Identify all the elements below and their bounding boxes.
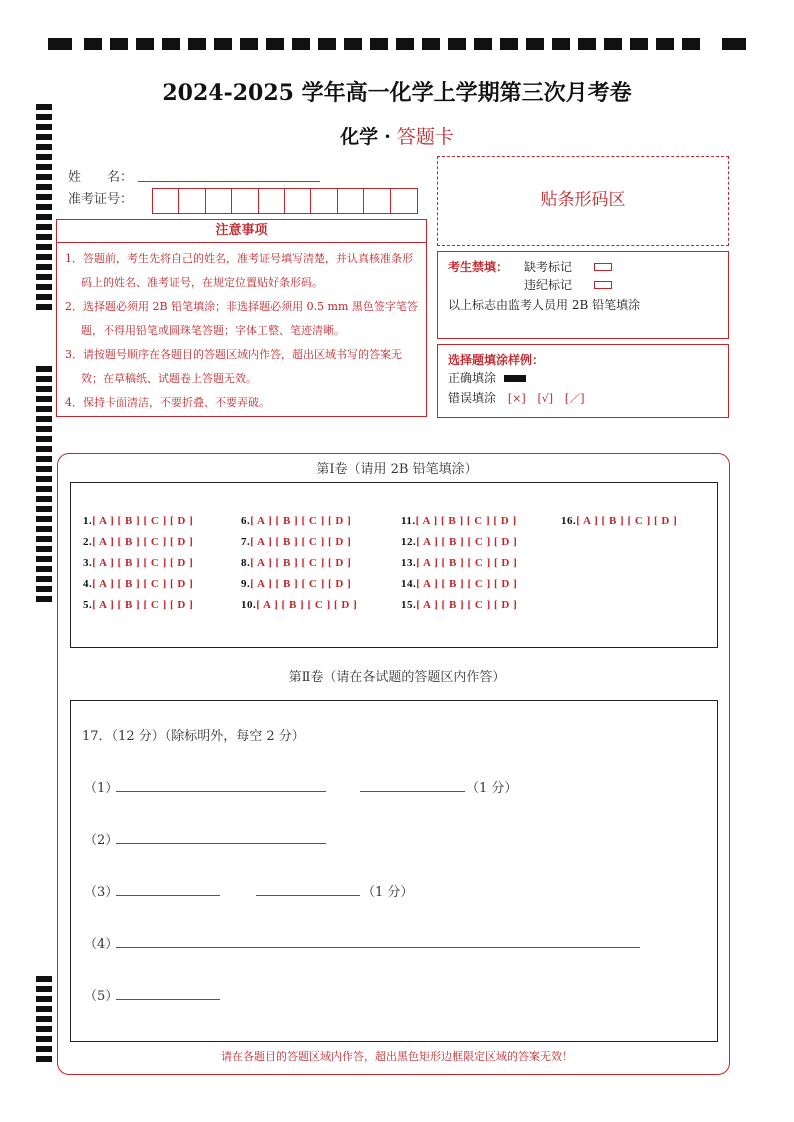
mc-question-number: 4. bbox=[83, 578, 93, 590]
mc-question-15[interactable] bbox=[401, 599, 517, 611]
exam-id-cell[interactable] bbox=[285, 189, 311, 213]
absent-mark-box[interactable] bbox=[594, 263, 612, 271]
mc-question-number: 13. bbox=[401, 557, 417, 569]
mc-options[interactable]: [ A ] [ B ] [ C ] [ D ] bbox=[416, 536, 518, 548]
mc-options[interactable]: [ A ] [ B ] [ C ] [ D ] bbox=[415, 515, 517, 527]
mc-options[interactable]: [ A ] [ B ] [ C ] [ D ] bbox=[416, 578, 518, 590]
mc-question-number: 12. bbox=[401, 536, 417, 548]
part1-title: 第Ⅰ卷（请用 2B 铅笔填涂） bbox=[316, 462, 478, 477]
mc-question-2[interactable] bbox=[83, 536, 193, 548]
exam-id-cell[interactable] bbox=[206, 189, 232, 213]
answer-blank[interactable] bbox=[116, 999, 220, 1000]
subtitle-separator: · bbox=[384, 126, 391, 148]
mc-question-number: 2. bbox=[83, 536, 93, 548]
mc-options[interactable]: [ A ] [ B ] [ C ] [ D ] bbox=[416, 557, 518, 569]
exam-subtitle bbox=[0, 122, 794, 149]
notice-item: 3．请按题号顺序在各题目的答题区域内作答，超出区域书写的答案无效；在草稿纸、试题卷上答题无效。 bbox=[65, 348, 402, 385]
exam-id-label: 准考证号： bbox=[68, 192, 134, 207]
notice-item: 2．选择题必须用 2B 铅笔填涂；非选择题必须用 0.5 mm 黑色签字笔答题，不得用铅笔或圆珠笔答题；字体工整、笔迹清晰。 bbox=[65, 300, 418, 337]
mc-options[interactable]: [ A ] [ B ] [ C ] [ D ] bbox=[250, 557, 352, 569]
wrong-fill-label: 错误填涂 bbox=[448, 391, 497, 405]
exam-id-cell[interactable] bbox=[364, 189, 390, 213]
notice-title: 注意事项 bbox=[56, 219, 427, 243]
wrong-fill-example: [×] bbox=[507, 392, 526, 405]
exam-id-cell[interactable] bbox=[391, 189, 417, 213]
mc-question-number: 16. bbox=[561, 515, 577, 527]
mc-options[interactable]: [ A ] [ B ] [ C ] [ D ] bbox=[416, 599, 518, 611]
mc-options[interactable]: [ A ] [ B ] [ C ] [ D ] bbox=[92, 515, 194, 527]
mc-question-9[interactable] bbox=[241, 578, 351, 590]
exam-id-cell[interactable] bbox=[259, 189, 285, 213]
mc-question-10[interactable] bbox=[241, 599, 357, 611]
exam-title: 2024-2025 学年高一化学上学期第三次月考卷 bbox=[162, 80, 632, 106]
answer-blank[interactable] bbox=[360, 791, 465, 792]
mc-question-16[interactable] bbox=[561, 515, 677, 527]
mc-question-12[interactable] bbox=[401, 536, 517, 548]
fill-sample-title: 选择题填涂样例： bbox=[448, 353, 545, 367]
mc-question-3[interactable] bbox=[83, 557, 193, 569]
subquestion-2-label: （2） bbox=[84, 833, 119, 848]
name-field[interactable] bbox=[138, 181, 320, 182]
notice-item: 4．保持卡面清洁，不要折叠、不要弄破。 bbox=[65, 396, 270, 409]
exam-id-cell[interactable] bbox=[338, 189, 364, 213]
mc-question-13[interactable] bbox=[401, 557, 517, 569]
part2-title: 第Ⅱ卷（请在各试题的答题区内作答） bbox=[288, 670, 506, 685]
mc-question-number: 8. bbox=[241, 557, 251, 569]
violation-mark-label: 违纪标记 bbox=[524, 278, 573, 292]
mc-options[interactable]: [ A ] [ B ] [ C ] [ D ] bbox=[92, 536, 194, 548]
mc-options[interactable]: [ A ] [ B ] [ C ] [ D ] bbox=[576, 515, 678, 527]
mc-question-number: 9. bbox=[241, 578, 251, 590]
notice-item: 1．答题前，考生先将自己的姓名，准考证号填写清楚，并认真核准条形码上的姓名、准考证号，在规定位置贴好条形码。 bbox=[65, 252, 413, 289]
subquestion-5-label: （5） bbox=[84, 989, 119, 1004]
timing-marks-top bbox=[48, 38, 746, 52]
mc-question-1[interactable] bbox=[83, 515, 193, 527]
mc-options[interactable]: [ A ] [ B ] [ C ] [ D ] bbox=[250, 515, 352, 527]
correct-fill-example bbox=[504, 375, 526, 382]
question-17-answer-box bbox=[70, 700, 718, 1042]
mc-question-number: 10. bbox=[241, 599, 257, 611]
mc-question-number: 7. bbox=[241, 536, 251, 548]
points-note: （1 分） bbox=[362, 885, 414, 900]
mc-question-number: 5. bbox=[83, 599, 93, 611]
mc-question-14[interactable] bbox=[401, 578, 517, 590]
mc-question-11[interactable] bbox=[401, 515, 517, 527]
exam-id-cell[interactable] bbox=[153, 189, 179, 213]
points-note: （1 分） bbox=[466, 781, 518, 796]
answer-blank[interactable] bbox=[116, 895, 220, 896]
mc-options[interactable]: [ A ] [ B ] [ C ] [ D ] bbox=[92, 578, 194, 590]
exam-id-boxes[interactable] bbox=[152, 188, 418, 214]
answer-card-label: 答题卡 bbox=[396, 126, 454, 148]
mc-question-7[interactable] bbox=[241, 536, 351, 548]
mc-options[interactable]: [ A ] [ B ] [ C ] [ D ] bbox=[92, 557, 194, 569]
wrong-fill-example: [／] bbox=[564, 392, 585, 405]
answer-blank[interactable] bbox=[256, 895, 360, 896]
fill-sample-box bbox=[437, 344, 729, 418]
mc-question-number: 3. bbox=[83, 557, 93, 569]
mc-question-number: 11. bbox=[401, 515, 416, 527]
mc-options[interactable]: [ A ] [ B ] [ C ] [ D ] bbox=[250, 578, 352, 590]
proctor-note: 以上标志由监考人员用 2B 铅笔填涂 bbox=[448, 298, 641, 312]
answer-blank[interactable] bbox=[116, 843, 326, 844]
correct-fill-label: 正确填涂 bbox=[448, 371, 497, 385]
timing-marks-left-middle bbox=[36, 366, 52, 606]
answer-blank[interactable] bbox=[116, 947, 640, 948]
mc-question-6[interactable] bbox=[241, 515, 351, 527]
mc-question-5[interactable] bbox=[83, 599, 193, 611]
mc-question-4[interactable] bbox=[83, 578, 193, 590]
answer-blank[interactable] bbox=[116, 791, 326, 792]
absent-mark-label: 缺考标记 bbox=[524, 260, 573, 274]
name-label: 姓 名： bbox=[68, 170, 134, 185]
multiple-choice-grid bbox=[70, 482, 718, 648]
subquestion-4-label: （4） bbox=[84, 937, 119, 952]
mc-options[interactable]: [ A ] [ B ] [ C ] [ D ] bbox=[92, 599, 194, 611]
footer-warning: 请在各题目的答题区域内作答，超出黑色矩形边框限定区域的答案无效！ bbox=[221, 1050, 573, 1063]
subquestion-3-label: （3） bbox=[84, 885, 119, 900]
wrong-fill-example: [√] bbox=[537, 392, 554, 405]
mc-options[interactable]: [ A ] [ B ] [ C ] [ D ] bbox=[256, 599, 358, 611]
subject-label: 化学 bbox=[340, 126, 379, 148]
exam-id-cell[interactable] bbox=[232, 189, 258, 213]
proctor-only-box bbox=[437, 251, 729, 339]
proctor-only-title: 考生禁填： bbox=[448, 260, 509, 274]
subquestion-1-label: （1） bbox=[84, 781, 119, 796]
barcode-area: 贴条形码区 bbox=[437, 156, 729, 246]
mc-question-number: 14. bbox=[401, 578, 417, 590]
mc-question-number: 1. bbox=[83, 515, 93, 527]
mc-options[interactable]: [ A ] [ B ] [ C ] [ D ] bbox=[250, 536, 352, 548]
exam-id-cell[interactable] bbox=[311, 189, 337, 213]
mc-question-number: 6. bbox=[241, 515, 251, 527]
violation-mark-box[interactable] bbox=[594, 281, 612, 289]
notice-list bbox=[56, 243, 427, 417]
exam-id-cell[interactable] bbox=[179, 189, 205, 213]
mc-question-8[interactable] bbox=[241, 557, 351, 569]
mc-question-number: 15. bbox=[401, 599, 417, 611]
question-17-header: 17．（12 分）（除标明外，每空 2 分） bbox=[82, 729, 305, 744]
